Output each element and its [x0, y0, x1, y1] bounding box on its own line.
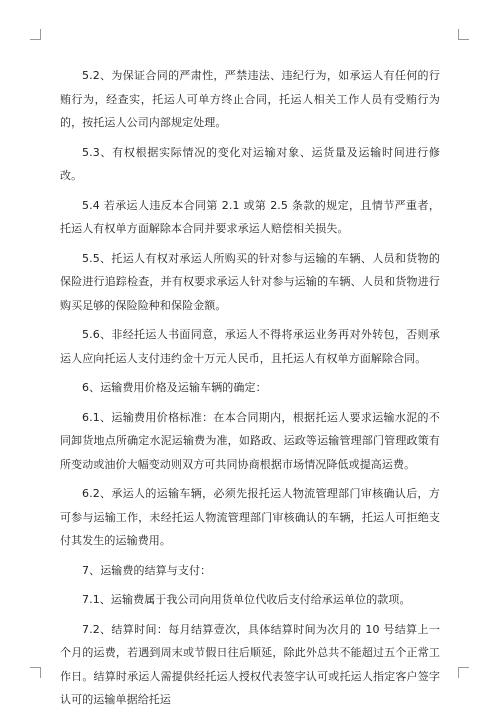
clause-5-3: 5.3、有权根据实际情况的变化对运输对象、运货量及运输时间进行修改。 [60, 145, 440, 182]
clause-6-1: 6.1、运输费用价格标准：在本合同期内，根据托运人要求运输水泥的不同卸货地点所确定水泥运输费为准，如路政、运政等运输管理部门管理政策有所变动或油价大幅变动则双方可共同协商根据市场情况降低或提高运费。 [60, 410, 440, 471]
clause-6-2: 6.2、承运人的运输车辆，必须先报托运人物流管理部门审核确认后，方可参与运输工作，未经托运人物流管理部门审核确认的车辆，托运人可拒绝支付其发生的运输费用。 [60, 487, 440, 547]
crop-mark-top-right [458, 29, 469, 40]
crop-mark-bottom-right [458, 667, 469, 678]
clause-5-2: 5.2、为保证合同的严肃性，严禁违法、违纪行为，如承运人有任何的行贿行为，经查实，托运人可单方终止合同，托运人相关工作人员有受贿行为的，按托运人公司内部规定处理。 [60, 69, 440, 129]
section-6-heading: 6、运输费用价格及运输车辆的确定： [82, 381, 267, 394]
crop-mark-top-left [30, 29, 41, 40]
crop-mark-bottom-left [30, 667, 41, 678]
document-body [60, 64, 440, 718]
section-7-heading: 7、运输费的结算与支付： [82, 563, 212, 577]
clause-5-5: 5.5、托运人有权对承运人所购买的针对参与运输的车辆、人员和货物的保险进行追踪检查，并有权要求承运人针对参与运输的车辆、人员和货物进行购买足够的保险险种和保险金额。 [60, 251, 440, 312]
clause-7-2: 7.2、结算时间：每月结算壹次，具体结算时间为次月的 10 号结算上一个月的运费，若遇到周末或节假日往后顺延，除此外总共不能超过五个正常工作日。结算时承运人需提供经托运人授权代表签字认可或托运人指定客户签字认可的运输单据给托运 [60, 622, 440, 706]
clause-5-4: 5.4 若承运人违反本合同第 2.1 或第 2.5 条款的规定，且情节严重者，托运人有权单方面解除本合同并要求承运人赔偿相关损失。 [60, 198, 440, 235]
clause-5-6: 5.6、非经托运人书面同意，承运人不得将承运业务再对外转包，否则承运人应向托运人支付违约金十万元人民币，且托运人有权单方面解除合同。 [60, 328, 440, 365]
clause-7-1: 7.1、运输费属于我公司向用货单位代收后支付给承运单位的款项。 [82, 593, 411, 606]
